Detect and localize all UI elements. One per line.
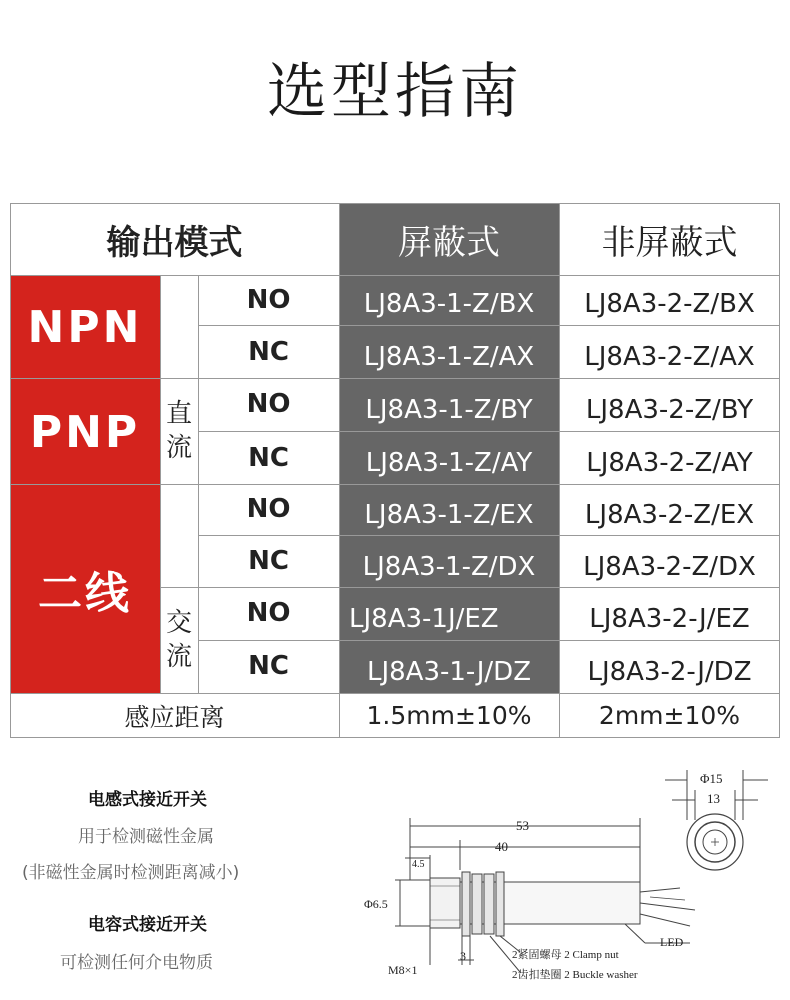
sensing-distance-unshielded: 2mm±10% xyxy=(598,701,741,730)
table-border xyxy=(779,203,780,738)
table-divider xyxy=(198,535,780,536)
dc-label: 直 流 xyxy=(165,399,192,463)
header-unshielded: 非屏蔽式 xyxy=(601,222,738,263)
shielded-model: LJ8A3-1-J/DZ xyxy=(339,641,559,693)
unshielded-model: LJ8A3-2-Z/DX xyxy=(583,552,756,582)
unshielded-model: LJ8A3-2-Z/BX xyxy=(584,289,755,319)
inductive-desc: 用于检测磁性金属 xyxy=(78,827,214,847)
group-two-wire: 二线 xyxy=(10,485,160,693)
shielded-model: LJ8A3-1-Z/BX xyxy=(339,275,559,327)
table-divider xyxy=(10,275,780,276)
unshielded-model: LJ8A3-2-Z/EX xyxy=(584,500,755,530)
table-divider xyxy=(10,378,780,379)
shielded-model: LJ8A3-1-Z/AX xyxy=(339,327,559,379)
label-clamp-nut: 2紧固螺母 2 Clamp nut xyxy=(512,949,619,961)
dim-3: 3 xyxy=(460,949,466,963)
table-divider xyxy=(198,275,199,693)
unshielded-model: LJ8A3-2-Z/BY xyxy=(585,395,754,425)
table-border xyxy=(10,203,780,204)
selection-table xyxy=(10,203,780,738)
label-buckle-washer: 2齿扣垫圈 2 Buckle washer xyxy=(512,969,638,981)
table-divider xyxy=(10,693,780,694)
dim-53: 53 xyxy=(516,818,529,833)
inductive-title: 电感式接近开关 xyxy=(88,790,207,810)
dimension-drawing xyxy=(350,760,780,995)
mode-cell: NO xyxy=(246,285,291,315)
header-shielded: 屏蔽式 xyxy=(339,203,559,275)
dim-13: 13 xyxy=(707,791,720,806)
dim-phi15: Φ15 xyxy=(700,771,723,786)
table-border xyxy=(10,203,11,738)
table-divider xyxy=(198,431,780,432)
ac-label: 交 流 xyxy=(165,608,192,672)
mode-cell: NC xyxy=(248,443,289,473)
shielded-model: LJ8A3-1-Z/BY xyxy=(339,379,559,433)
mode-cell: NC xyxy=(248,337,289,367)
dim-phi6-5: Φ6.5 xyxy=(364,897,388,911)
label-led: LED xyxy=(660,935,684,949)
mode-cell: NO xyxy=(246,389,291,419)
shielded-model: LJ8A3-1-Z/EX xyxy=(339,485,559,537)
table-divider xyxy=(339,203,340,738)
table-divider xyxy=(10,484,780,485)
dim-40: 40 xyxy=(495,839,508,854)
table-divider xyxy=(160,587,780,588)
table-divider xyxy=(160,275,161,693)
group-pnp: PNP xyxy=(10,379,160,485)
shielded-model: LJ8A3-1J/EZ xyxy=(339,589,559,641)
mode-cell: NO xyxy=(246,598,291,628)
header-output-mode: 输出模式 xyxy=(106,222,243,263)
shielded-model: LJ8A3-1-Z/DX xyxy=(339,537,559,589)
mode-cell: NO xyxy=(246,494,291,524)
table-border xyxy=(10,737,780,738)
unshielded-model: LJ8A3-2-Z/AX xyxy=(584,342,755,372)
unshielded-model: LJ8A3-2-J/EZ xyxy=(589,604,750,634)
capacitive-desc: 可检测任何介电物质 xyxy=(60,953,213,973)
mode-cell: NC xyxy=(248,651,289,681)
table-divider xyxy=(198,325,780,326)
page-title: 选型指南 xyxy=(267,57,523,127)
dim-m8: M8×1 xyxy=(388,963,418,977)
shielded-model: LJ8A3-1-Z/AY xyxy=(339,433,559,485)
sensing-distance-shielded: 1.5mm±10% xyxy=(366,701,532,730)
sensing-distance-label: 感应距离 xyxy=(124,702,225,732)
group-npn: NPN xyxy=(10,275,160,379)
unshielded-model: LJ8A3-2-Z/AY xyxy=(586,448,753,478)
capacitive-title: 电容式接近开关 xyxy=(88,915,207,935)
table-divider xyxy=(559,203,560,738)
unshielded-model: LJ8A3-2-J/DZ xyxy=(587,657,752,687)
table-divider xyxy=(198,640,780,641)
mode-cell: NC xyxy=(248,546,289,576)
dim-4-5: 4.5 xyxy=(412,859,425,870)
inductive-note: (非磁性金属时检测距离减小) xyxy=(22,863,240,883)
